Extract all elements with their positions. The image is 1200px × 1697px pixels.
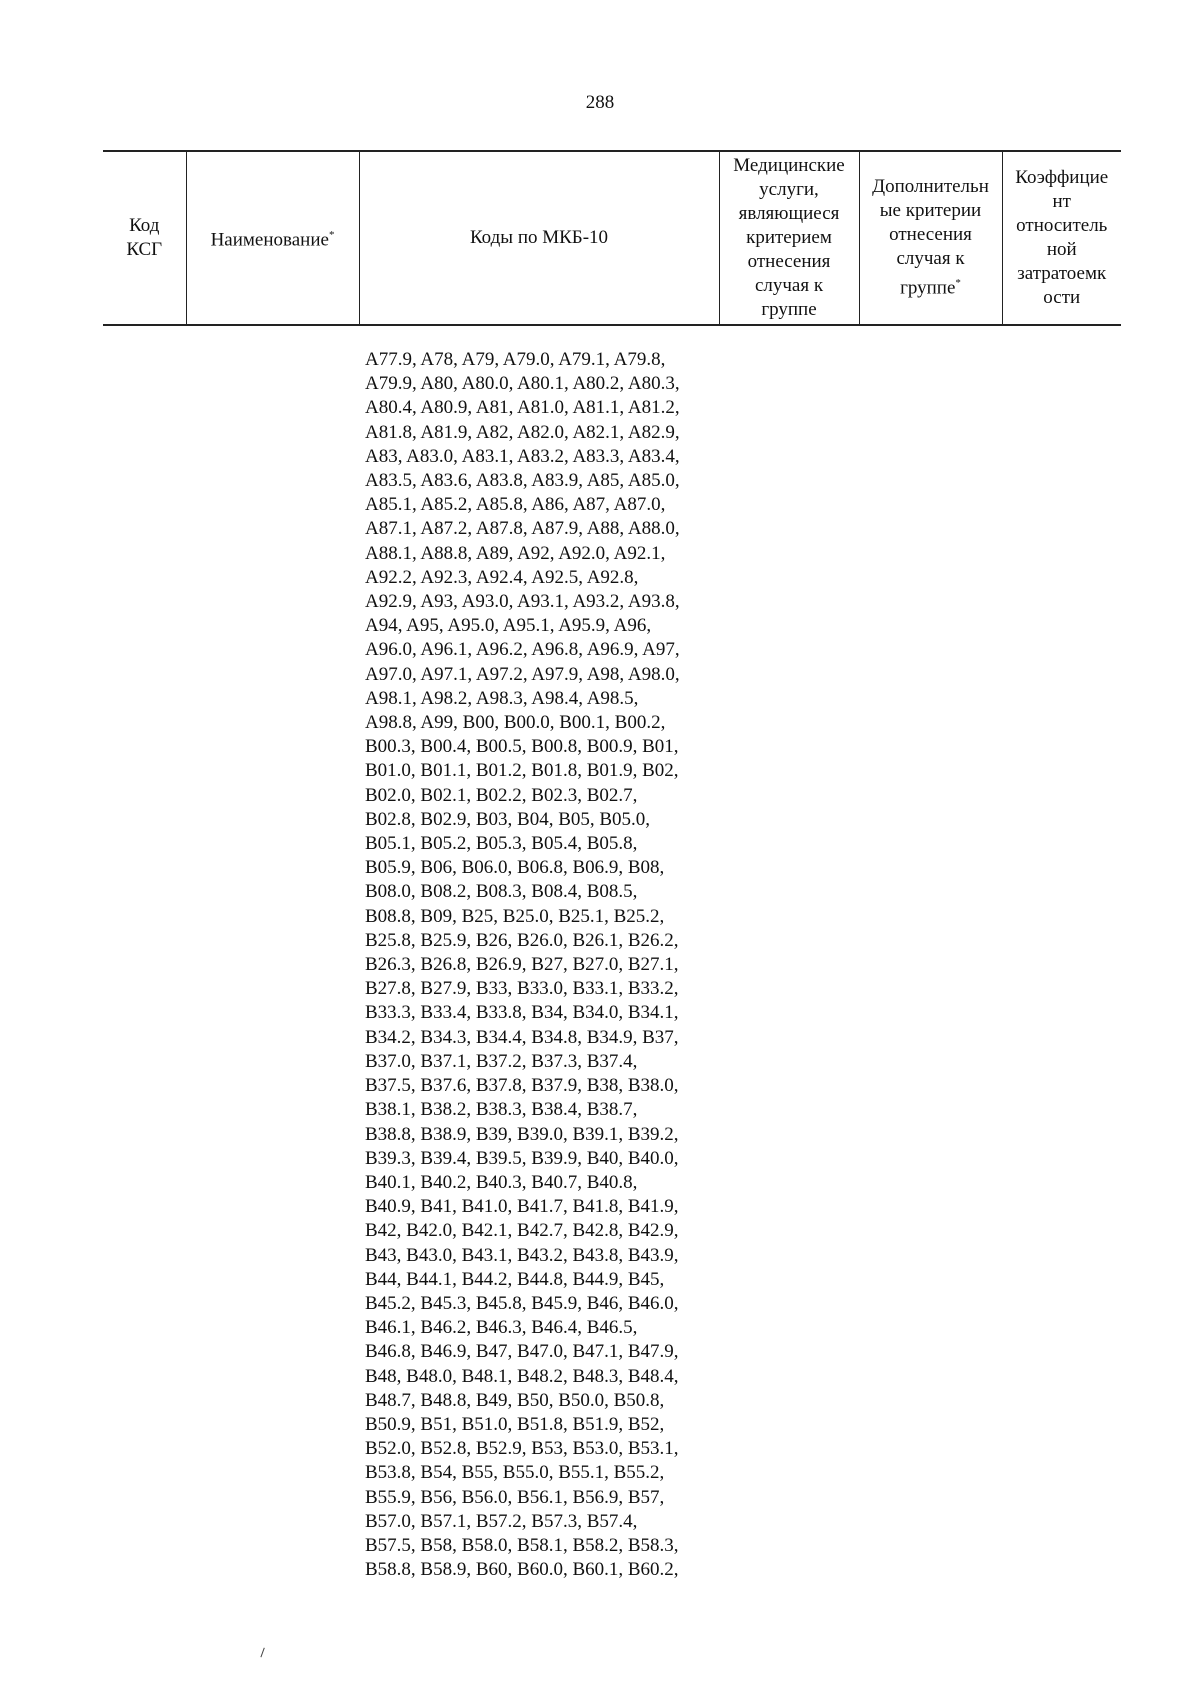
icd10-code-line: B46.1, B46.2, B46.3, B46.4, B46.5, [365,1317,638,1339]
icd10-code-line: B40.1, B40.2, B40.3, B40.7, B40.8, [365,1171,638,1193]
icd10-code-line: B39.3, B39.4, B39.5, B39.9, B40, B40.0, [365,1147,679,1169]
footnote-mark: * [328,229,335,242]
header-icd10-label: Коды по МКБ-10 [469,227,609,248]
icd10-code-line: B38.8, B38.9, B39, B39.0, B39.1, B39.2, [365,1123,679,1145]
icd10-code-line: A92.9, A93, A93.0, A93.1, A93.2, A93.8, [365,591,680,613]
icd10-code-line: B43, B43.0, B43.1, B43.2, B43.8, B43.9, [365,1244,679,1266]
icd10-code-line: A79.9, A80, A80.0, A80.1, A80.2, A80.3, [365,373,680,395]
icd10-code-line: A81.8, A81.9, A82, A82.0, A82.1, A82.9, [365,421,680,443]
header-coefficient-line: ной [1046,239,1077,260]
icd10-code-line: A94, A95, A95.0, A95.1, A95.9, A96, [365,615,652,637]
icd10-code-line: B33.3, B33.4, B33.8, B34, B34.0, B34.1, [365,1002,679,1024]
icd10-code-line: B02.8, B02.9, B03, B04, B05, B05.0, [365,808,651,830]
icd10-code-line: B01.0, B01.1, B01.2, B01.8, B01.9, B02, [365,760,679,782]
icd10-code-line: B53.8, B54, B55, B55.0, B55.1, B55.2, [365,1462,665,1484]
icd10-code-line: B55.9, B56, B56.0, B56.1, B56.9, B57, [365,1486,665,1508]
header-coefficient-line: затратоемк [1017,263,1107,284]
header-med-services-line: группе [761,299,817,320]
header-med-services-line: случая к [754,275,824,296]
header-extra-criteria [859,151,1002,325]
icd10-code-line: A85.1, A85.2, A85.8, A86, A87, A87.0, [365,494,666,516]
header-code-ksg-line: Код [129,215,160,236]
header-med-services-line: являющиеся [738,203,840,224]
header-icd10 [359,151,719,325]
icd10-code-line: B48.7, B48.8, B49, B50, B50.0, B50.8, [365,1389,665,1411]
stray-pen-mark [260,1648,267,1659]
icd10-code-line: B42, B42.0, B42.1, B42.7, B42.8, B42.9, [365,1220,679,1242]
icd10-code-line: A87.1, A87.2, A87.8, A87.9, A88, A88.0, [365,518,680,540]
header-med-services-line: отнесения [747,251,831,272]
header-coefficient [1002,151,1121,325]
header-name-label: Наименование [210,229,329,251]
icd10-code-line: B00.3, B00.4, B00.5, B00.8, B00.9, B01, [365,736,679,758]
icd10-code-line: A88.1, A88.8, A89, A92, A92.0, A92.1, [365,542,666,564]
header-coefficient-line: ости [1043,287,1081,308]
header-coefficient-line: относитель [1016,215,1108,236]
icd10-code-line: B08.0, B08.2, B08.3, B08.4, B08.5, [365,881,638,903]
icd10-code-line: B40.9, B41, B41.0, B41.7, B41.8, B41.9, [365,1196,679,1218]
header-med-services-line: Медицинские [733,155,845,176]
icd10-code-line: A83, A83.0, A83.1, A83.2, A83.3, A83.4, [365,445,680,467]
icd10-code-line: B34.2, B34.3, B34.4, B34.8, B34.9, B37, [365,1026,679,1048]
icd10-code-line: B38.1, B38.2, B38.3, B38.4, B38.7, [365,1099,638,1121]
icd10-code-line: B45.2, B45.3, B45.8, B45.9, B46, B46.0, [365,1292,679,1314]
header-extra-criteria-line: группе [900,277,956,299]
icd10-code-line: B58.8, B58.9, B60, B60.0, B60.1, B60.2, [365,1559,679,1581]
header-med-services [719,151,859,325]
footnote-mark: * [955,277,961,290]
icd10-code-line: B27.8, B27.9, B33, B33.0, B33.1, B33.2, [365,978,679,1000]
header-med-services-line: услуги, [759,179,819,200]
table-header-row [103,151,1121,325]
icd10-code-line: B57.5, B58, B58.0, B58.1, B58.2, B58.3, [365,1534,679,1556]
cell-code-ksg [103,325,186,1582]
icd10-code-line: B48, B48.0, B48.1, B48.2, B48.3, B48.4, [365,1365,679,1387]
icd10-code-line: A98.1, A98.2, A98.3, A98.4, A98.5, [365,687,639,709]
icd10-code-line: B05.9, B06, B06.0, B06.8, B06.9, B08, [365,857,665,879]
icd10-code-line: A80.4, A80.9, A81, A81.0, A81.1, A81.2, [365,397,680,419]
icd10-code-line: B08.8, B09, B25, B25.0, B25.1, B25.2, [365,905,665,927]
icd10-code-line: B26.3, B26.8, B26.9, B27, B27.0, B27.1, [365,954,679,976]
header-extra-criteria-line: ые критерии [879,200,982,222]
icd10-code-line: B50.9, B51, B51.0, B51.8, B51.9, B52, [365,1413,665,1435]
cell-extra-criteria [859,325,1002,1582]
cell-name [186,325,359,1582]
header-coefficient-line: Коэффицие [1015,167,1109,188]
icd10-code-line: B05.1, B05.2, B05.3, B05.4, B05.8, [365,833,638,855]
header-code-ksg-line: КСГ [126,239,163,260]
header-coefficient-line: нт [1052,191,1071,212]
icd10-code-line: B37.5, B37.6, B37.8, B37.9, B38, B38.0, [365,1075,679,1097]
table-row [103,325,1121,1582]
header-name [186,151,359,325]
header-code-ksg [103,151,186,325]
icd10-code-line: B44, B44.1, B44.2, B44.8, B44.9, B45, [365,1268,665,1290]
ksg-table [103,150,1121,1582]
icd10-code-line: A96.0, A96.1, A96.2, A96.8, A96.9, A97, [365,639,680,661]
icd10-code-line: B02.0, B02.1, B02.2, B02.3, B02.7, [365,784,638,806]
header-extra-criteria-line: отнесения [889,224,972,246]
cell-med-services [719,325,859,1582]
icd10-code-line: B25.8, B25.9, B26, B26.0, B26.1, B26.2, [365,929,679,951]
icd10-code-line: A77.9, A78, A79, A79.0, A79.1, A79.8, [365,349,666,370]
cell-icd10-codes [359,325,719,1582]
header-extra-criteria-line: случая к [896,248,965,270]
header-extra-criteria-line: Дополнительн [872,176,989,198]
icd10-code-line: B46.8, B46.9, B47, B47.0, B47.1, B47.9, [365,1341,679,1363]
icd10-code-line: B37.0, B37.1, B37.2, B37.3, B37.4, [365,1050,638,1072]
icd10-code-line: B52.0, B52.8, B52.9, B53, B53.0, B53.1, [365,1438,679,1460]
icd10-code-line: B57.0, B57.1, B57.2, B57.3, B57.4, [365,1510,638,1532]
icd10-code-line: A83.5, A83.6, A83.8, A83.9, A85, A85.0, [365,470,680,492]
icd10-code-line: A92.2, A92.3, A92.4, A92.5, A92.8, [365,566,639,588]
icd10-code-line: A97.0, A97.1, A97.2, A97.9, A98, A98.0, [365,663,680,685]
header-med-services-line: критерием [746,227,832,248]
page-number: 288 [585,92,615,113]
cell-coefficient [1002,325,1121,1582]
icd10-code-line: A98.8, A99, B00, B00.0, B00.1, B00.2, [365,712,666,734]
